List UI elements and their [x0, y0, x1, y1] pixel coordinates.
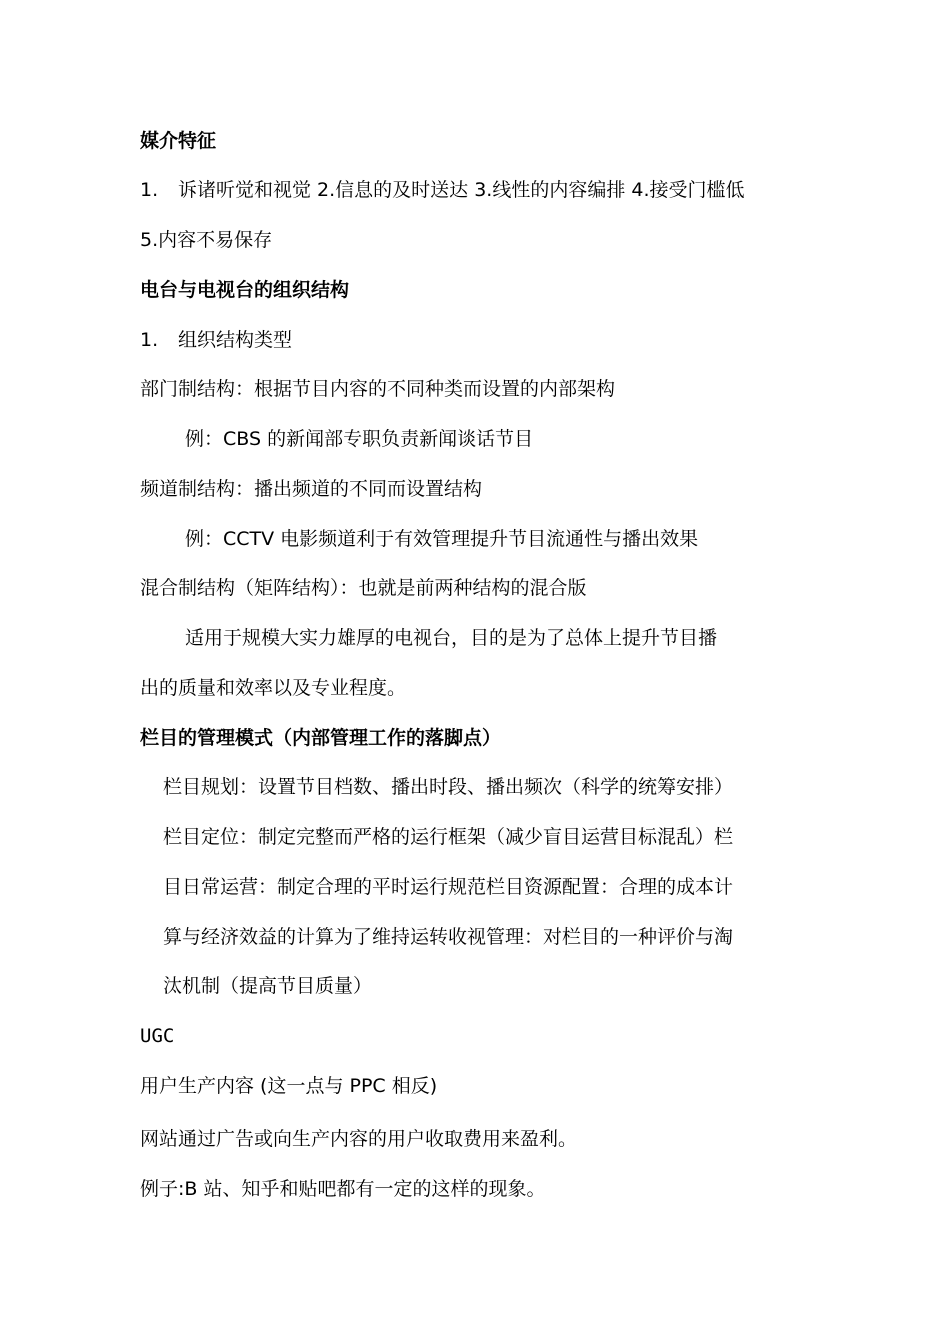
heading-media-features: 媒介特征	[140, 130, 217, 152]
channel-example: 例：CCTV 电影频道利于有效管理提升节目流通性与播出效果	[185, 528, 699, 550]
org-structure-text: 组织结构类型	[178, 329, 293, 351]
list-number: 1.	[140, 329, 159, 351]
column-management-line2: 栏目定位：制定完整而严格的运行框架（减少盲目运营目标混乱）栏	[163, 826, 734, 848]
ugc-definition: 用户生产内容 (这一点与 PPC 相反)	[140, 1075, 438, 1097]
column-management-line5: 汰机制（提高节目质量）	[163, 975, 373, 997]
ugc-example: 例子:B 站、知乎和贴吧都有一定的这样的现象。	[140, 1178, 546, 1200]
heading-ugc: UGC	[140, 1025, 175, 1047]
heading-org-structure: 电台与电视台的组织结构	[140, 279, 350, 301]
list-number: 1.	[140, 179, 159, 201]
org-structure-item	[140, 327, 292, 353]
media-features-continuation: 5.内容不易保存	[140, 229, 273, 251]
heading-column-management: 栏目的管理模式（内部管理工作的落脚点）	[140, 727, 502, 749]
column-management-line4: 算与经济效益的计算为了维持运转收视管理：对栏目的一种评价与淘	[163, 926, 734, 948]
ugc-revenue: 网站通过广告或向生产内容的用户收取费用来盈利。	[140, 1128, 578, 1150]
column-management-line3: 目日常运营：制定合理的平时运行规范栏目资源配置：合理的成本计	[163, 876, 734, 898]
channel-structure: 频道制结构：播出频道的不同而设置结构	[140, 478, 483, 500]
media-features-item	[140, 177, 745, 203]
mixed-description-line2: 出的质量和效率以及专业程度。	[140, 677, 407, 699]
mixed-structure: 混合制结构（矩阵结构）：也就是前两种结构的混合版	[140, 577, 587, 599]
media-features-text: 诉诸听觉和视觉 2.信息的及时送达 3.线性的内容编排 4.接受门槛低	[178, 179, 745, 201]
mixed-description-line1: 适用于规模大实力雄厚的电视台，目的是为了总体上提升节目播	[185, 627, 718, 649]
department-structure: 部门制结构：根据节目内容的不同种类而设置的内部架构	[140, 378, 616, 400]
column-management-line1: 栏目规划：设置节目档数、播出时段、播出频次（科学的统筹安排）	[163, 776, 734, 798]
department-example: 例：CBS 的新闻部专职负责新闻谈话节目	[185, 428, 534, 450]
